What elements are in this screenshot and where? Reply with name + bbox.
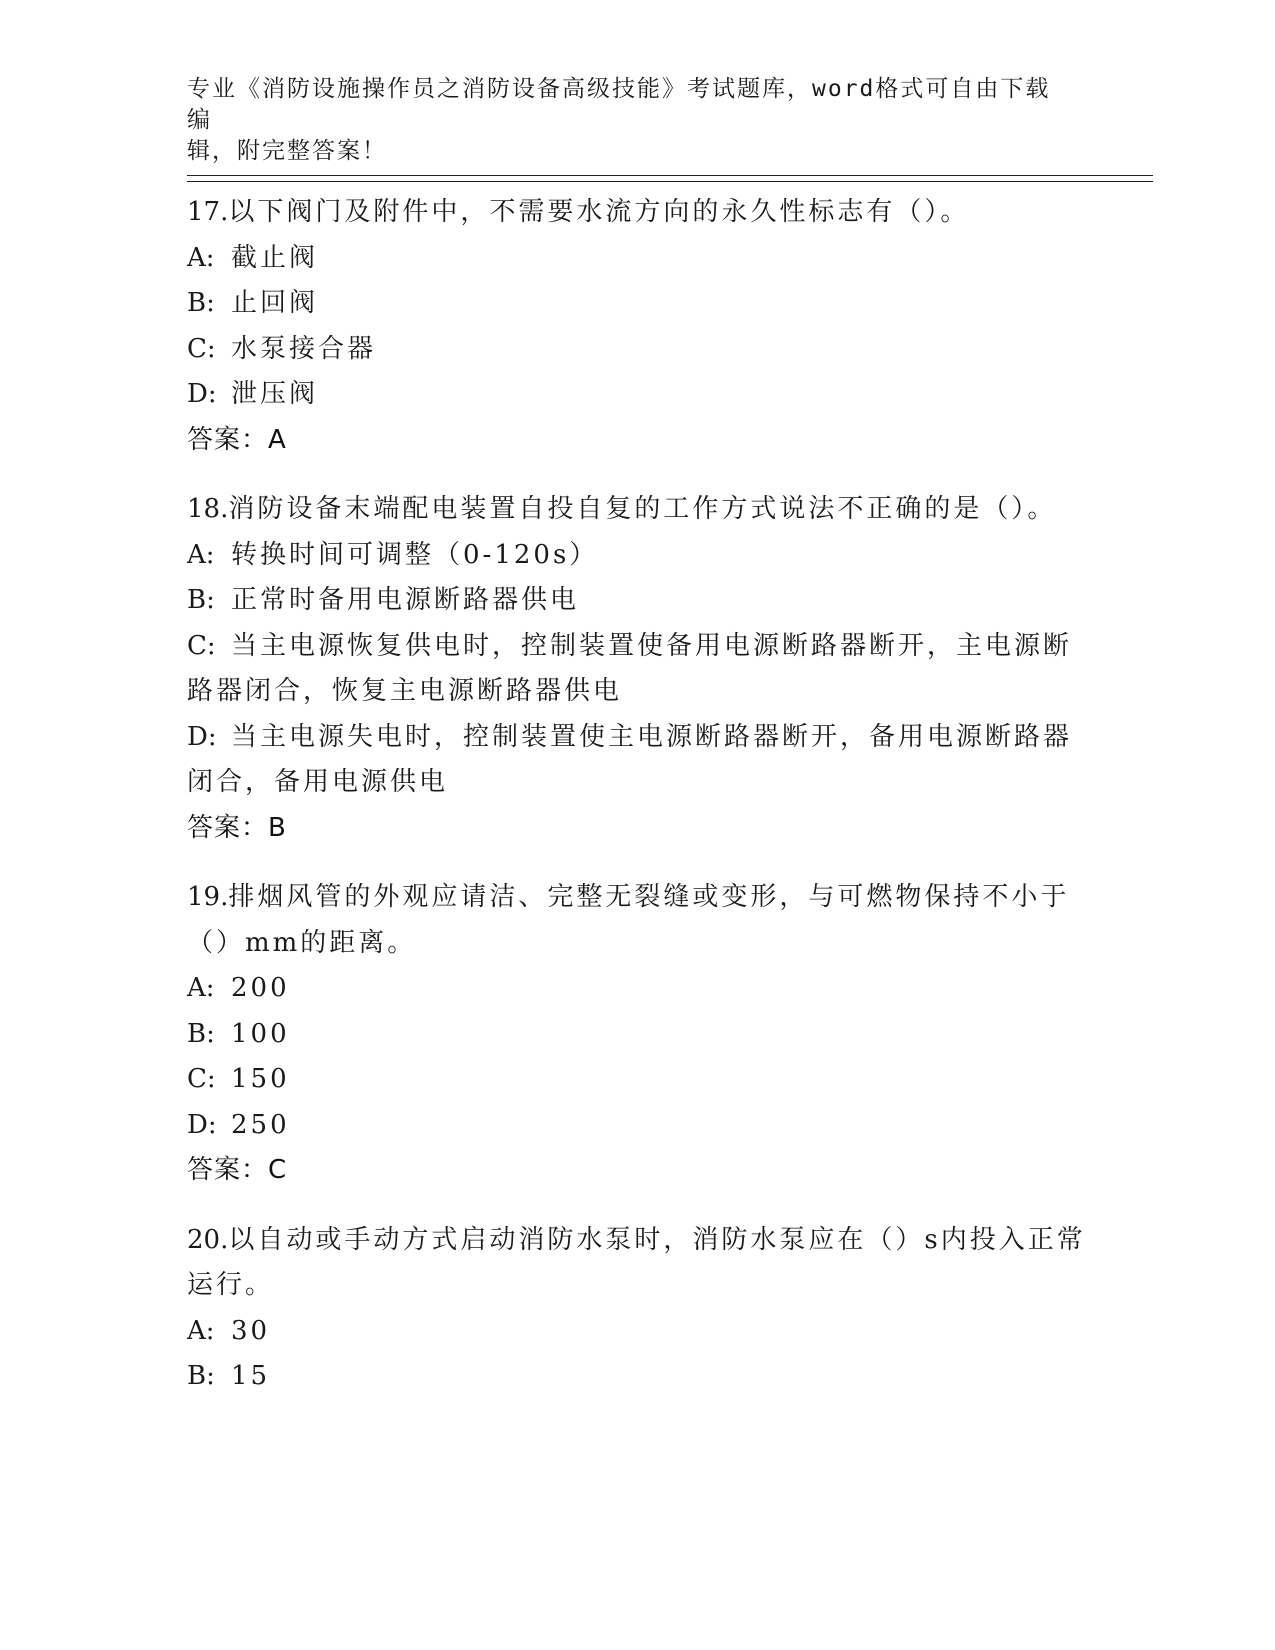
option-key: B: <box>187 1018 215 1049</box>
question-stem: 排烟风管的外观应请洁、完整无裂缝或变形，与可燃物保持不小于（）mm的距离。 <box>187 882 1070 958</box>
option-key: C: <box>187 630 216 661</box>
option-key: D: <box>187 721 217 752</box>
option-text: 当主电源恢复供电时，控制装置使备用电源断路器断开，主电源断路器闭合，恢复主电源断路器供电 <box>187 630 1073 706</box>
header-line-1: 专业《消防设施操作员之消防设备高级技能》考试题库，word格式可自由下载编 <box>187 76 1051 133</box>
option-text: 正常时备用电源断路器供电 <box>231 585 580 615</box>
option-key: A: <box>187 242 215 273</box>
option-text: 15 <box>231 1361 271 1391</box>
option-text: 200 <box>231 973 290 1003</box>
question-number: 18. <box>187 494 229 524</box>
answer-line: 答案：A <box>187 424 287 455</box>
option-text: 100 <box>231 1018 290 1049</box>
option-text: 150 <box>231 1064 290 1094</box>
option-key: B: <box>187 288 215 318</box>
option-c <box>187 327 1087 373</box>
option-key: B: <box>187 585 215 615</box>
option-a <box>187 966 1087 1012</box>
option-c <box>187 1057 1087 1103</box>
option-b <box>187 1354 1087 1400</box>
option-key: C: <box>187 333 216 364</box>
question-stem: 消防设备末端配电装置自投自复的工作方式说法不正确的是（）。 <box>228 494 1057 524</box>
option-a <box>187 533 1087 579</box>
question-number: 20. <box>187 1224 229 1255</box>
option-text: 水泵接合器 <box>231 333 377 364</box>
option-key: B: <box>187 1361 215 1391</box>
question-stem: 以自动或手动方式启动消防水泵时，消防水泵应在（）s内投入正常运行。 <box>187 1224 1086 1300</box>
option-d <box>187 715 1087 806</box>
option-key: A: <box>187 539 215 570</box>
question-number: 17. <box>187 197 229 227</box>
question-stem: 以下阀门及附件中，不需要水流方向的永久性标志有（）。 <box>228 197 970 227</box>
question-19 <box>187 875 1087 1194</box>
option-key: D: <box>187 379 217 409</box>
option-key: C: <box>187 1064 216 1094</box>
option-b <box>187 578 1087 624</box>
option-text: 转换时间可调整（0-120s） <box>231 539 599 570</box>
option-text: 30 <box>231 1315 271 1346</box>
option-d <box>187 1103 1087 1149</box>
answer-line: 答案：B <box>187 812 287 843</box>
option-b <box>187 1012 1087 1058</box>
option-text: 泄压阀 <box>231 379 319 409</box>
option-key: D: <box>187 1109 217 1140</box>
header-line-2: 辑，附完整答案！ <box>187 138 387 164</box>
option-text: 当主电源失电时，控制装置使主电源断路器断开，备用电源断路器闭合，备用电源供电 <box>187 721 1073 797</box>
option-text: 250 <box>231 1109 290 1140</box>
header-divider-top <box>187 175 1153 176</box>
page-header <box>187 74 1067 167</box>
option-text: 止回阀 <box>231 288 319 318</box>
question-17 <box>187 190 1087 463</box>
question-list <box>187 190 1087 1424</box>
option-a <box>187 236 1087 282</box>
option-key: A: <box>187 1315 215 1346</box>
question-number: 19. <box>187 882 229 912</box>
option-b <box>187 281 1087 327</box>
option-d <box>187 372 1087 418</box>
question-text <box>187 190 1087 236</box>
question-text <box>187 1218 1087 1309</box>
option-c <box>187 624 1087 715</box>
question-18 <box>187 487 1087 851</box>
question-text <box>187 875 1087 966</box>
question-20 <box>187 1218 1087 1400</box>
header-divider-bottom <box>187 181 1153 182</box>
answer-line: 答案：C <box>187 1155 288 1185</box>
option-key: A: <box>187 973 215 1003</box>
option-text: 截止阀 <box>231 242 319 273</box>
question-text <box>187 487 1087 533</box>
option-a <box>187 1309 1087 1355</box>
